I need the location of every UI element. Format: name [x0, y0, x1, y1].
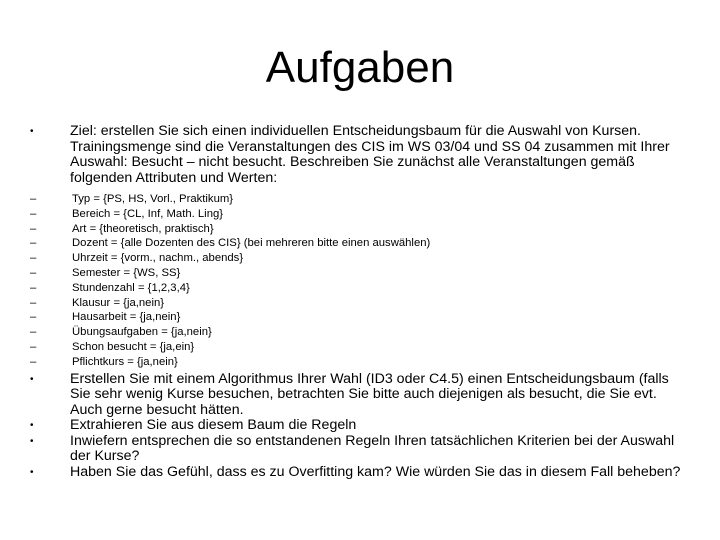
bullet-icon: •: [30, 435, 34, 447]
dash-icon: –: [30, 207, 37, 220]
bullet-item-overfitting: [30, 465, 690, 481]
attribute-item: – Klausur = {ja,nein}: [30, 296, 165, 309]
bullet-text: Haben Sie das Gefühl, dass es zu Overfitting kam? Wie würden Sie das in diesem Fall beheben?: [70, 463, 681, 480]
bullet-text: Ziel: erstellen Sie sich einen individuellen Entscheidungsbaum für die Auswahl von Kursen. Trainingsmenge sind die Veranstaltungen des CIS im WS 03/04 und SS 04 zusammen mit Ihrer Auswahl: Besucht – nicht besucht. Beschreiben Sie zunächst alle Veranstaltungen gemäß folgenden Attributen und Werten:: [70, 123, 670, 186]
bullet-item-goal: [30, 124, 690, 186]
attribute-item: – Schon besucht = {ja,ein}: [30, 340, 195, 353]
attribute-item: – Art = {theoretisch, praktisch}: [30, 222, 214, 235]
dash-icon: –: [30, 326, 37, 339]
slide-content: [30, 124, 690, 480]
bullet-text: Extrahieren Sie aus diesem Baum die Regeln: [70, 417, 357, 434]
attribute-list: [30, 192, 690, 370]
dash-icon: –: [30, 281, 37, 294]
attribute-item: – Bereich = {CL, Inf, Math. Ling}: [30, 207, 224, 220]
bullet-text: Inwiefern entsprechen die so entstandenen Regeln Ihren tatsächlichen Kriterien bei der Auswahl der Kurse?: [70, 432, 675, 465]
slide-title: Aufgaben: [265, 43, 455, 92]
attribute-item: – Hausarbeit = {ja,nein}: [30, 311, 181, 324]
dash-icon: –: [30, 237, 37, 250]
dash-icon: –: [30, 296, 37, 309]
dash-icon: –: [30, 266, 37, 279]
bullet-icon: •: [30, 373, 34, 385]
dash-icon: –: [30, 311, 37, 324]
bullet-item-criteria: [30, 434, 690, 465]
bullet-icon: •: [30, 420, 34, 432]
attribute-item: – Pflichtkurs = {ja,nein}: [30, 355, 178, 368]
dash-icon: –: [30, 355, 37, 368]
bullet-icon: •: [30, 466, 34, 478]
attribute-item: – Semester = {WS, SS}: [30, 266, 181, 279]
dash-icon: –: [30, 193, 37, 205]
bullet-item-rules: [30, 418, 690, 434]
dash-icon: –: [30, 340, 37, 353]
attribute-item: – Uhrzeit = {vorm., nachm., abends}: [30, 252, 244, 265]
attribute-item: – Typ = {PS, HS, Vorl., Praktikum}: [30, 193, 234, 205]
dash-icon: –: [30, 222, 37, 235]
bullet-text: Erstellen Sie mit einem Algorithmus Ihrer Wahl (ID3 oder C4.5) einen Entscheidungsbaum (falls Sie sehr wenig Kurse besuchen, betrachten Sie bitte auch diejenigen als besucht, die Sie evt. Auch gerne besucht hätten.: [70, 370, 669, 418]
attribute-item: – Übungsaufgaben = {ja,nein}: [30, 326, 212, 339]
attribute-item: – Dozent = {alle Dozenten des CIS} (bei mehreren bitte einen auswählen): [30, 237, 431, 250]
dash-icon: –: [30, 252, 37, 265]
bullet-item-algorithm: [30, 372, 690, 419]
attribute-item: – Stundenzahl = {1,2,3,4}: [30, 281, 190, 294]
bullet-icon: •: [30, 126, 34, 137]
